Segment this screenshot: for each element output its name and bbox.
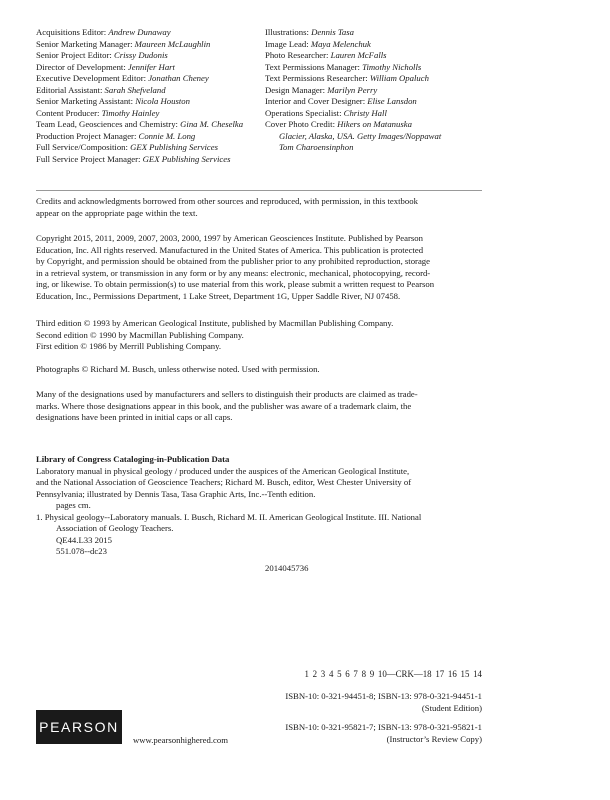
credit-line: Team Lead, Geosciences and Chemistry: Gina M. Cheselka: [36, 119, 244, 129]
credit-line: Interior and Cover Designer: Elise Lansdon: [265, 96, 417, 106]
credit-line: Senior Marketing Assistant: Nicola Houston: [36, 96, 190, 106]
lccn: 2014045736: [265, 563, 309, 573]
credits-left-column: [36, 27, 243, 165]
credit-line: Text Permissions Researcher: William Opaluch: [265, 73, 429, 83]
isbn-edition-label: (Instructor’s Review Copy): [386, 733, 482, 744]
copyright-paragraph: [36, 233, 484, 302]
credit-line: Image Lead: Maya Melenchuk: [265, 38, 371, 49]
text-line: ing, or likewise. To obtain permission(s) to use material from this work, please submit a written request to Pearson: [36, 279, 435, 289]
text-line: Association of Geology Teachers.: [56, 523, 174, 533]
credit-line: Illustrations: Dennis Tasa: [265, 27, 354, 37]
text-line: in a retrieval system, or transmission in any form or by any means: electronic, mechanical, photocopying, record-: [36, 267, 431, 278]
credit-line: Executive Development Editor: Jonathan Cheney: [36, 73, 209, 83]
text-line: Education, Inc. All rights reserved. Manufactured in the United States of America. This publication is protected: [36, 244, 424, 255]
text-line: Third edition © 1993 by American Geological Institute, published by Macmillan Publishing Company.: [36, 318, 394, 328]
credit-line: Operations Specialist: Christy Hall: [265, 107, 387, 118]
text-line: Credits and acknowledgments borrowed from other sources and reproduced, with permission, in this textbook: [36, 196, 418, 206]
text-line: appear on the appropriate page within the text.: [36, 207, 198, 218]
isbn-instructor: [285, 722, 482, 745]
cip-data: [36, 454, 484, 558]
text-line: by Copyright, and permission should be obtained from the publisher prior to any prohibited reproduction, storage: [36, 256, 431, 266]
text-line: Second edition © 1990 by Macmillan Publishing Company.: [36, 329, 244, 340]
text-line: Laboratory manual in physical geology / produced under the auspices of the American Geological Institute,: [36, 465, 410, 476]
text-line: Copyright 2015, 2011, 2009, 2007, 2003, 2000, 1997 by American Geosciences Institute. Published by Pearson: [36, 233, 423, 243]
cover-credit-continuation: Glacier, Alaska, USA. Getty Images/Noppawat: [279, 130, 442, 141]
text-line: Education, Inc., Permissions Department, 1 Lake Street, Department 1G, Upper Saddle River, NJ 07458.: [36, 290, 401, 301]
credit-line: Editorial Assistant: Sarah Shefveland: [36, 84, 166, 95]
credit-line: Photo Researcher: Lauren McFalls: [265, 50, 387, 60]
credits-right-column: [265, 27, 441, 154]
pearson-logo: PEARSON: [36, 710, 122, 744]
cip-heading: Library of Congress Cataloging-in-Publication Data: [36, 454, 230, 464]
text-line: Photographs © Richard M. Busch, unless otherwise noted. Used with permission.: [36, 364, 320, 374]
credit-line: Acquisitions Editor: Andrew Dunaway: [36, 27, 171, 37]
print-line: 1 2 3 4 5 6 7 8 9 10—CRK—18 17 16 15 14: [304, 669, 482, 679]
text-line: Pennsylvania; illustrated by Dennis Tasa, Tasa Graphic Arts, Inc.--Tenth edition.: [36, 488, 316, 499]
text-line: and the National Association of Geoscience Teachers; Richard M. Busch, editor, West Chester University of: [36, 477, 412, 487]
isbn-numbers: ISBN-10: 0-321-94451-8; ISBN-13: 978-0-321-94451-1: [285, 691, 482, 701]
credit-line: Content Producer: Timothy Hainley: [36, 107, 160, 118]
text-line: 1. Physical geology--Laboratory manuals. I. Busch, Richard M. II. American Geological Institute. III. National: [36, 511, 422, 522]
isbn-student: [285, 691, 482, 714]
trademark-paragraph: [36, 389, 484, 424]
text-line: designations have been printed in initial caps or all caps.: [36, 412, 233, 422]
credit-line: Director of Development: Jennifer Hart: [36, 61, 175, 72]
photographs-credit: [36, 364, 484, 376]
cover-credit-continuation: Tom Charoensinphon: [279, 142, 354, 152]
isbn-edition-label: (Student Edition): [421, 702, 482, 713]
credits-note: [36, 196, 484, 219]
credit-line: Senior Marketing Manager: Maureen McLaughlin: [36, 38, 211, 49]
credit-line: Senior Project Editor: Crissy Dudonis: [36, 50, 168, 60]
credit-line: Design Manager: Marilyn Perry: [265, 84, 378, 95]
edition-history: [36, 318, 484, 353]
credit-line: Full Service/Composition: GEX Publishing Services: [36, 142, 218, 152]
call-number: QE44.L33 2015: [56, 534, 112, 545]
call-number: 551.078--dc23: [56, 546, 107, 556]
credit-line: Text Permissions Manager: Timothy Nicholls: [265, 61, 422, 72]
text-line: Many of the designations used by manufacturers and sellers to distinguish their products are claimed as trade-: [36, 389, 418, 399]
divider-rule: [36, 190, 482, 191]
cip-pages: pages cm.: [56, 500, 91, 510]
credit-line: Full Service Project Manager: GEX Publishing Services: [36, 153, 231, 164]
credit-line: Production Project Manager: Connie M. Long: [36, 130, 196, 141]
credit-line: Cover Photo Credit: Hikers on Matanuska: [265, 119, 412, 129]
text-line: First edition © 1986 by Merrill Publishing Company.: [36, 341, 222, 351]
text-line: marks. Where those designations appear in this book, and the publisher was aware of a trademark claim, the: [36, 400, 412, 411]
publisher-website: www.pearsonhighered.com: [133, 735, 228, 745]
isbn-numbers: ISBN-10: 0-321-95821-7; ISBN-13: 978-0-321-95821-1: [285, 722, 482, 732]
